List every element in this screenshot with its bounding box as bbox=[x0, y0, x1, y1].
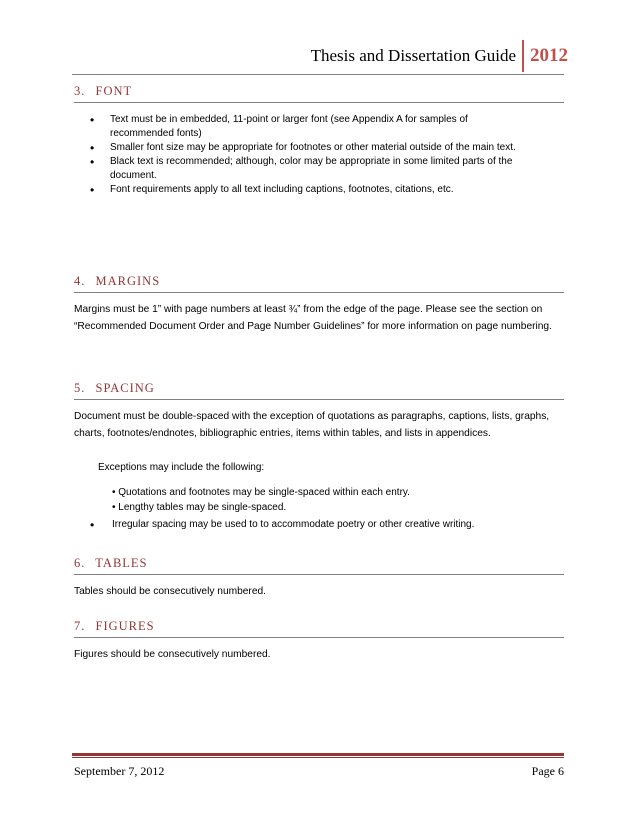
section-title: FIGURES bbox=[95, 619, 155, 633]
section-font bbox=[74, 84, 564, 197]
section-number: 7. bbox=[74, 619, 86, 633]
list-item: • Text must be in embedded, 11-point or larger font (see Appendix A for samples of recommended fonts) bbox=[74, 113, 564, 141]
exception-item: • Irregular spacing may be used to to accommodate poetry or other creative writing. bbox=[74, 519, 564, 530]
page-header bbox=[311, 38, 568, 74]
section-title: TABLES bbox=[95, 556, 148, 570]
figures-paragraph: Figures should be consecutively numbered. bbox=[74, 649, 271, 660]
footer-page-number: Page 6 bbox=[531, 764, 564, 778]
exceptions-intro: Exceptions may include the following: bbox=[98, 462, 265, 473]
header-rule bbox=[72, 74, 564, 75]
footer-rule bbox=[72, 753, 564, 756]
tables-paragraph: Tables should be consecutively numbered. bbox=[74, 586, 266, 597]
header-divider bbox=[522, 40, 524, 72]
section-heading bbox=[74, 619, 564, 638]
page-footer bbox=[74, 764, 564, 779]
section-number: 6. bbox=[74, 556, 86, 570]
section-title: SPACING bbox=[95, 381, 155, 395]
header-title: Thesis and Dissertation Guide bbox=[310, 46, 516, 65]
section-number: 4. bbox=[74, 274, 86, 288]
section-spacing bbox=[74, 381, 564, 530]
list-item: • Font requirements apply to all text including captions, footnotes, citations, etc. bbox=[74, 183, 564, 197]
list-item: • Smaller font size may be appropriate for footnotes or other material outside of the main text. bbox=[74, 141, 564, 155]
footer-rule-thin bbox=[72, 757, 564, 758]
exception-item: • Lengthy tables may be single-spaced. bbox=[112, 502, 287, 513]
section-heading bbox=[74, 381, 564, 400]
section-heading bbox=[74, 84, 564, 103]
section-figures bbox=[74, 619, 564, 663]
section-heading bbox=[74, 556, 564, 575]
exception-item: • Quotations and footnotes may be single-spaced within each entry. bbox=[112, 487, 410, 498]
section-title: FONT bbox=[95, 84, 133, 98]
section-heading bbox=[74, 274, 564, 293]
spacing-paragraph: Document must be double-spaced with the exception of quotations as paragraphs, captions, lists, graphs, charts, footnotes/endnotes, bibliographic entries, items within tables, and lists in appendices. bbox=[74, 411, 550, 439]
section-margins bbox=[74, 274, 564, 335]
list-item: • Black text is recommended; although, color may be appropriate in some limited parts of the document. bbox=[74, 155, 564, 183]
header-year: 2012 bbox=[530, 45, 568, 66]
section-title: MARGINS bbox=[95, 274, 161, 288]
section-number: 5. bbox=[74, 381, 86, 395]
section-tables bbox=[74, 556, 564, 600]
margins-paragraph: Margins must be 1” with page numbers at least ¾” from the edge of the page. Please see the section on “Recommended Document Order and Page Number Guidelines” for more information on page numbering. bbox=[74, 304, 552, 332]
footer-date: September 7, 2012 bbox=[74, 764, 165, 778]
section-number: 3. bbox=[74, 84, 86, 98]
font-bullet-list bbox=[74, 113, 564, 197]
